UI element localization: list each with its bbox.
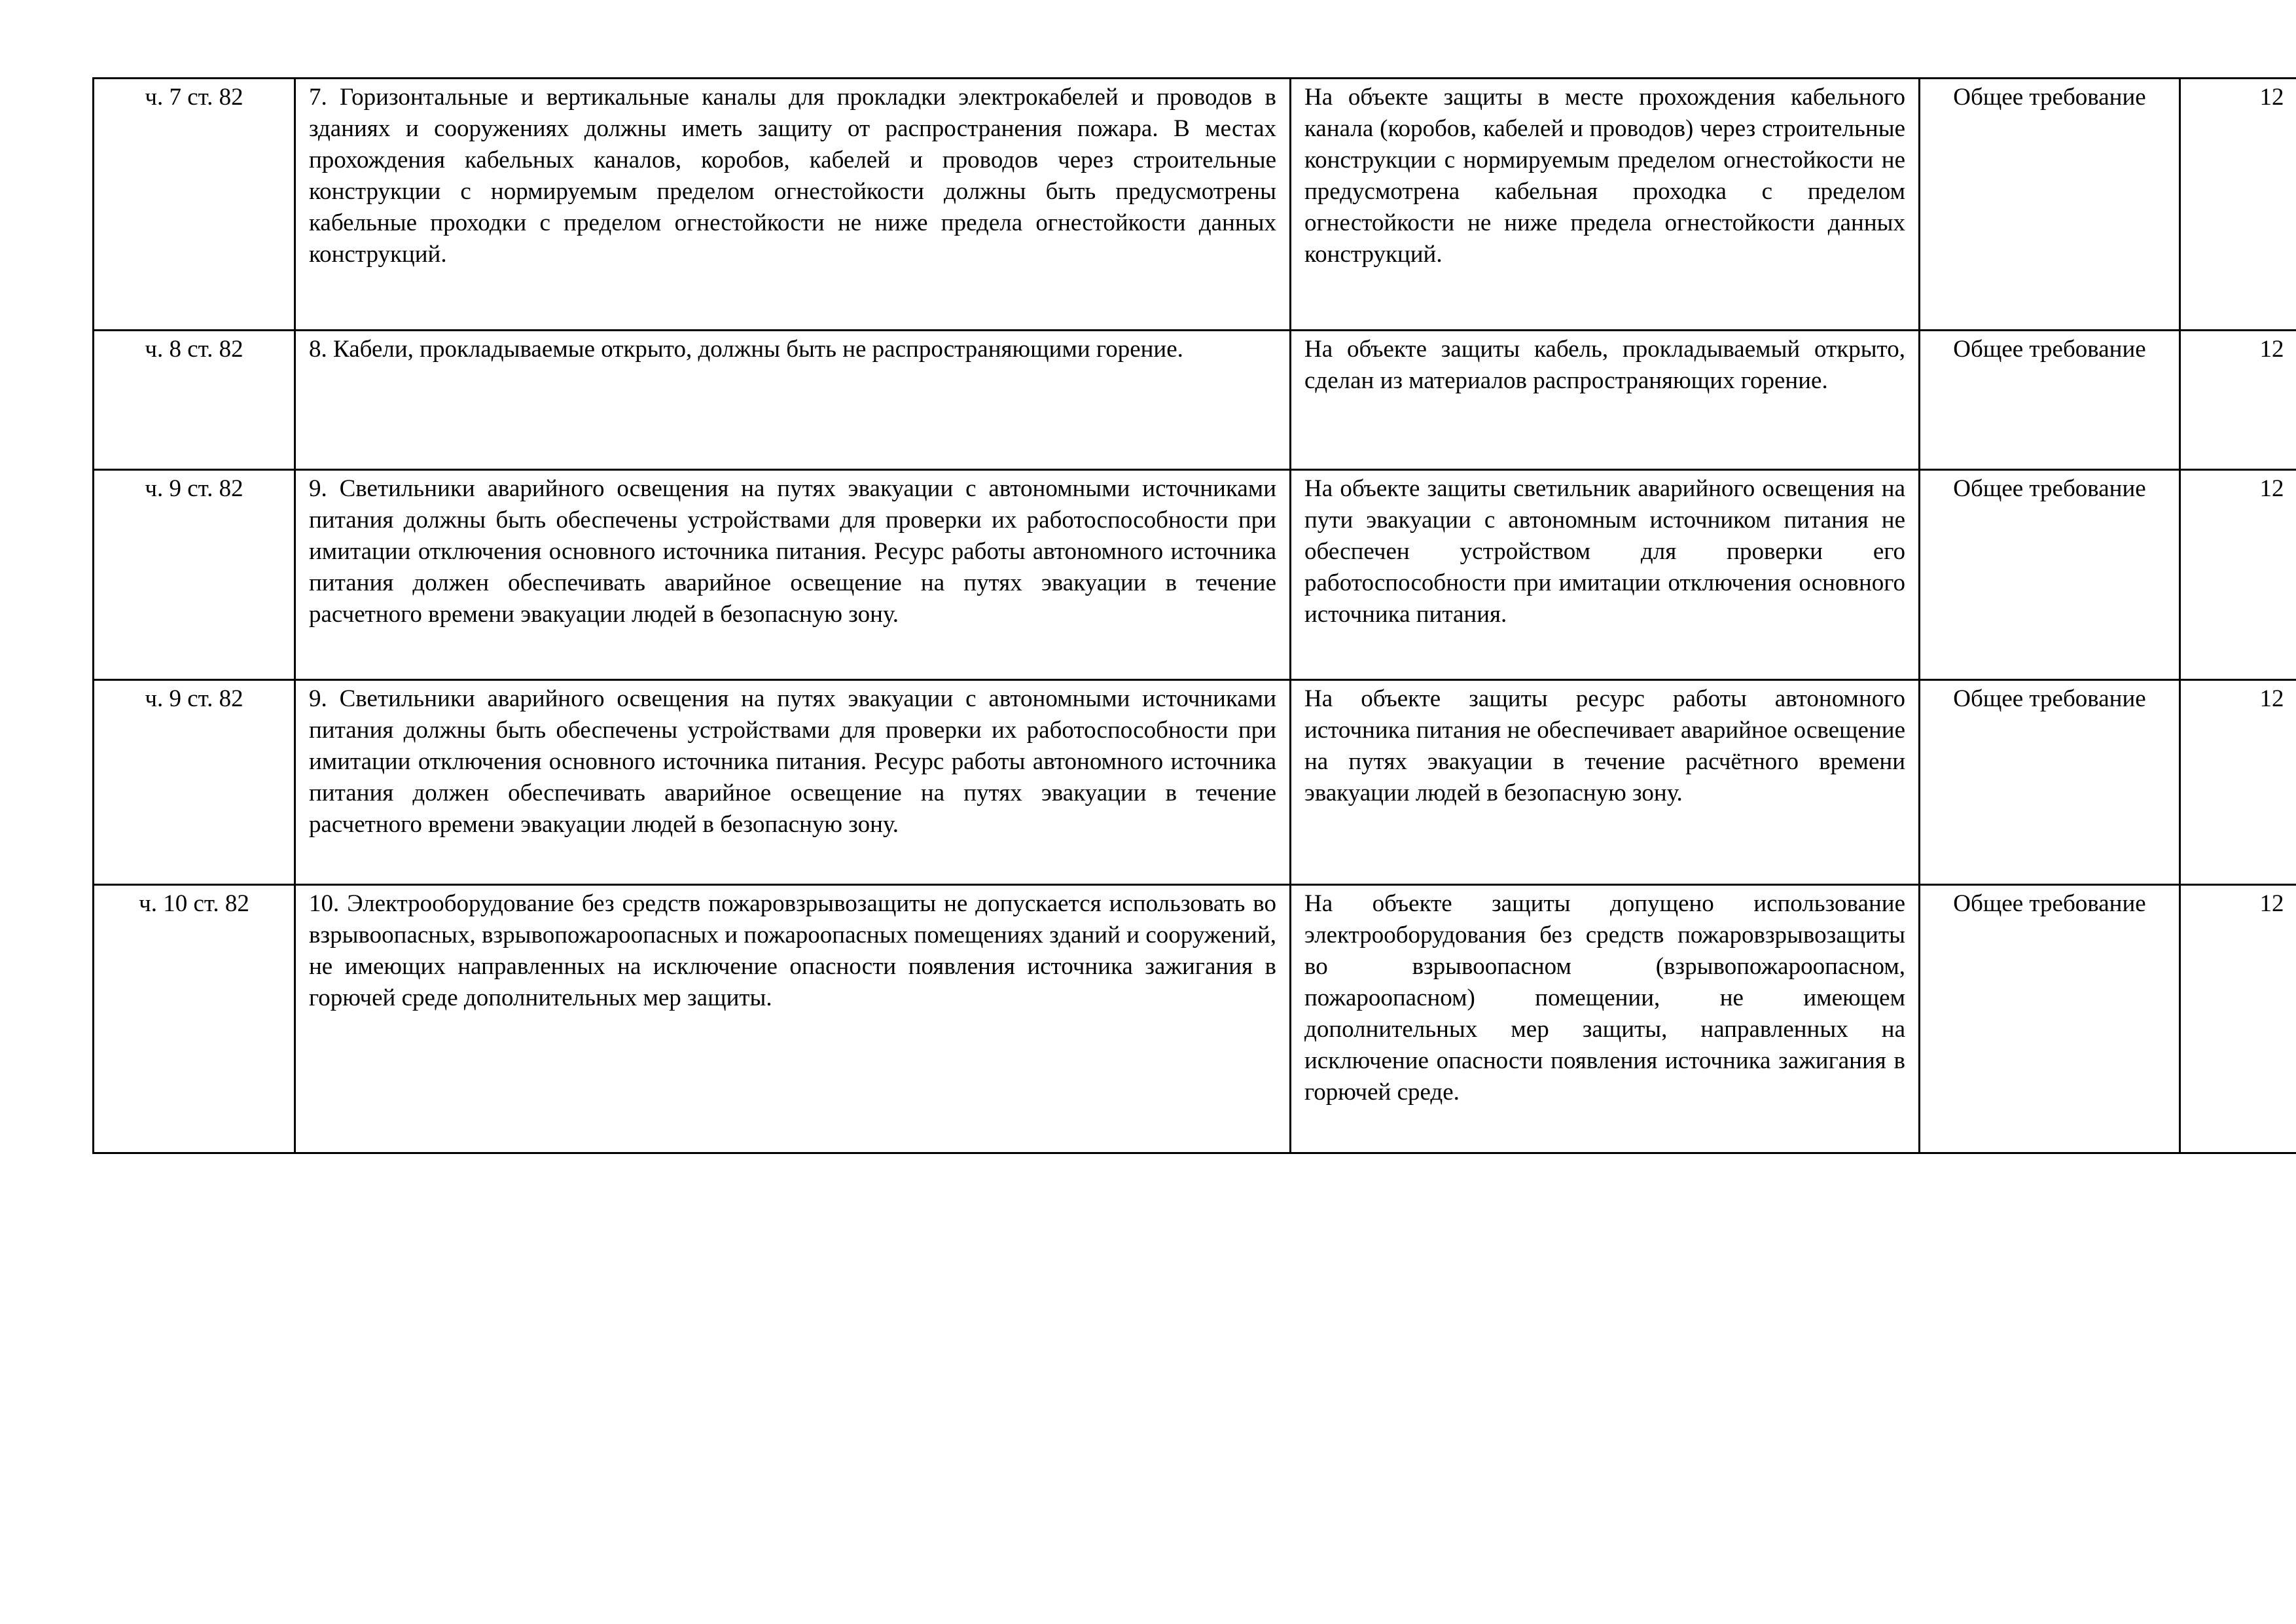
norm-text-cell: 9. Светильники аварийного освещения на путях эвакуации с автономными источниками питания должны быть обеспечены устройствами для проверки их работоспособности при имитации отключения основного источника питания. Ресурс работы автономного источника питания должен обеспечивать аварийное освещение на путях эвакуации в течение расчетного времени эвакуации людей в безопасную зону. xyxy=(295,470,1291,680)
table-row xyxy=(94,331,2296,470)
requirement-type-cell: Общее требование xyxy=(1920,680,2180,885)
requirement-type-cell: Общее требование xyxy=(1920,331,2180,470)
table-row xyxy=(94,470,2296,680)
article-ref-cell: ч. 8 ст. 82 xyxy=(94,331,295,470)
norm-text-cell: 9. Светильники аварийного освещения на путях эвакуации с автономными источниками питания должны быть обеспечены устройствами для проверки их работоспособности при имитации отключения основного источника питания. Ресурс работы автономного источника питания должен обеспечивать аварийное освещение на путях эвакуации в течение расчетного времени эвакуации людей в безопасную зону. xyxy=(295,680,1291,885)
violation-text-cell: На объекте защиты в месте прохождения кабельного канала (коробов, кабелей и проводов) через строительные конструкции с нормируемым пределом огнестойкости не предусмотрена кабельная проходка с пределом огнестойкости не ниже предела огнестойкости данных конструкций. xyxy=(1291,79,1920,331)
table-row xyxy=(94,79,2296,331)
violation-text-cell: На объекте защиты светильник аварийного освещения на пути эвакуации с автономным источником питания не обеспечен устройством для проверки его работоспособности при имитации отключения основного источника питания. xyxy=(1291,470,1920,680)
violation-text-cell: На объекте защиты допущено использование электрооборудования без средств пожаровзрывозащиты во взрывоопасном (взрывопожароопасном, пожароопасном) помещении, не имеющем дополнительных мер защиты, направленных на исключение опасности появления источника зажигания в горючей среде. xyxy=(1291,885,1920,1153)
norm-text-cell: 8. Кабели, прокладываемые открыто, должны быть не распространяющими горение. xyxy=(295,331,1291,470)
requirement-type-cell: Общее требование xyxy=(1920,470,2180,680)
requirement-type-cell: Общее требование xyxy=(1920,79,2180,331)
article-ref-cell: ч. 9 ст. 82 xyxy=(94,470,295,680)
code-cell: 12 xyxy=(2180,680,2296,885)
requirements-table xyxy=(92,77,2296,1154)
code-cell: 12 xyxy=(2180,79,2296,331)
norm-text-cell: 10. Электрооборудование без средств пожаровзрывозащиты не допускается использовать во взрывоопасных, взрывопожароопасных и пожароопасных помещениях зданий и сооружений, не имеющих направленных на исключение опасности появления источника зажигания в горючей среде дополнительных мер защиты. xyxy=(295,885,1291,1153)
code-cell: 12 xyxy=(2180,331,2296,470)
norm-text-cell: 7. Горизонтальные и вертикальные каналы для прокладки электрокабелей и проводов в зданиях и сооружениях должны иметь защиту от распространения пожара. В местах прохождения кабельных каналов, коробов, кабелей и проводов через строительные конструкции с нормируемым пределом огнестойкости должны быть предусмотрены кабельные проходки с пределом огнестойкости не ниже предела огнестойкости данных конструкций. xyxy=(295,79,1291,331)
table-row xyxy=(94,885,2296,1153)
article-ref-cell: ч. 10 ст. 82 xyxy=(94,885,295,1153)
violation-text-cell: На объекте защиты кабель, прокладываемый открыто, сделан из материалов распространяющих горение. xyxy=(1291,331,1920,470)
violation-text-cell: На объекте защиты ресурс работы автономного источника питания не обеспечивает аварийное освещение на путях эвакуации в течение расчётного времени эвакуации людей в безопасную зону. xyxy=(1291,680,1920,885)
code-cell: 12 xyxy=(2180,885,2296,1153)
requirement-type-cell: Общее требование xyxy=(1920,885,2180,1153)
code-cell: 12 xyxy=(2180,470,2296,680)
article-ref-cell: ч. 7 ст. 82 xyxy=(94,79,295,331)
table-row xyxy=(94,680,2296,885)
article-ref-cell: ч. 9 ст. 82 xyxy=(94,680,295,885)
